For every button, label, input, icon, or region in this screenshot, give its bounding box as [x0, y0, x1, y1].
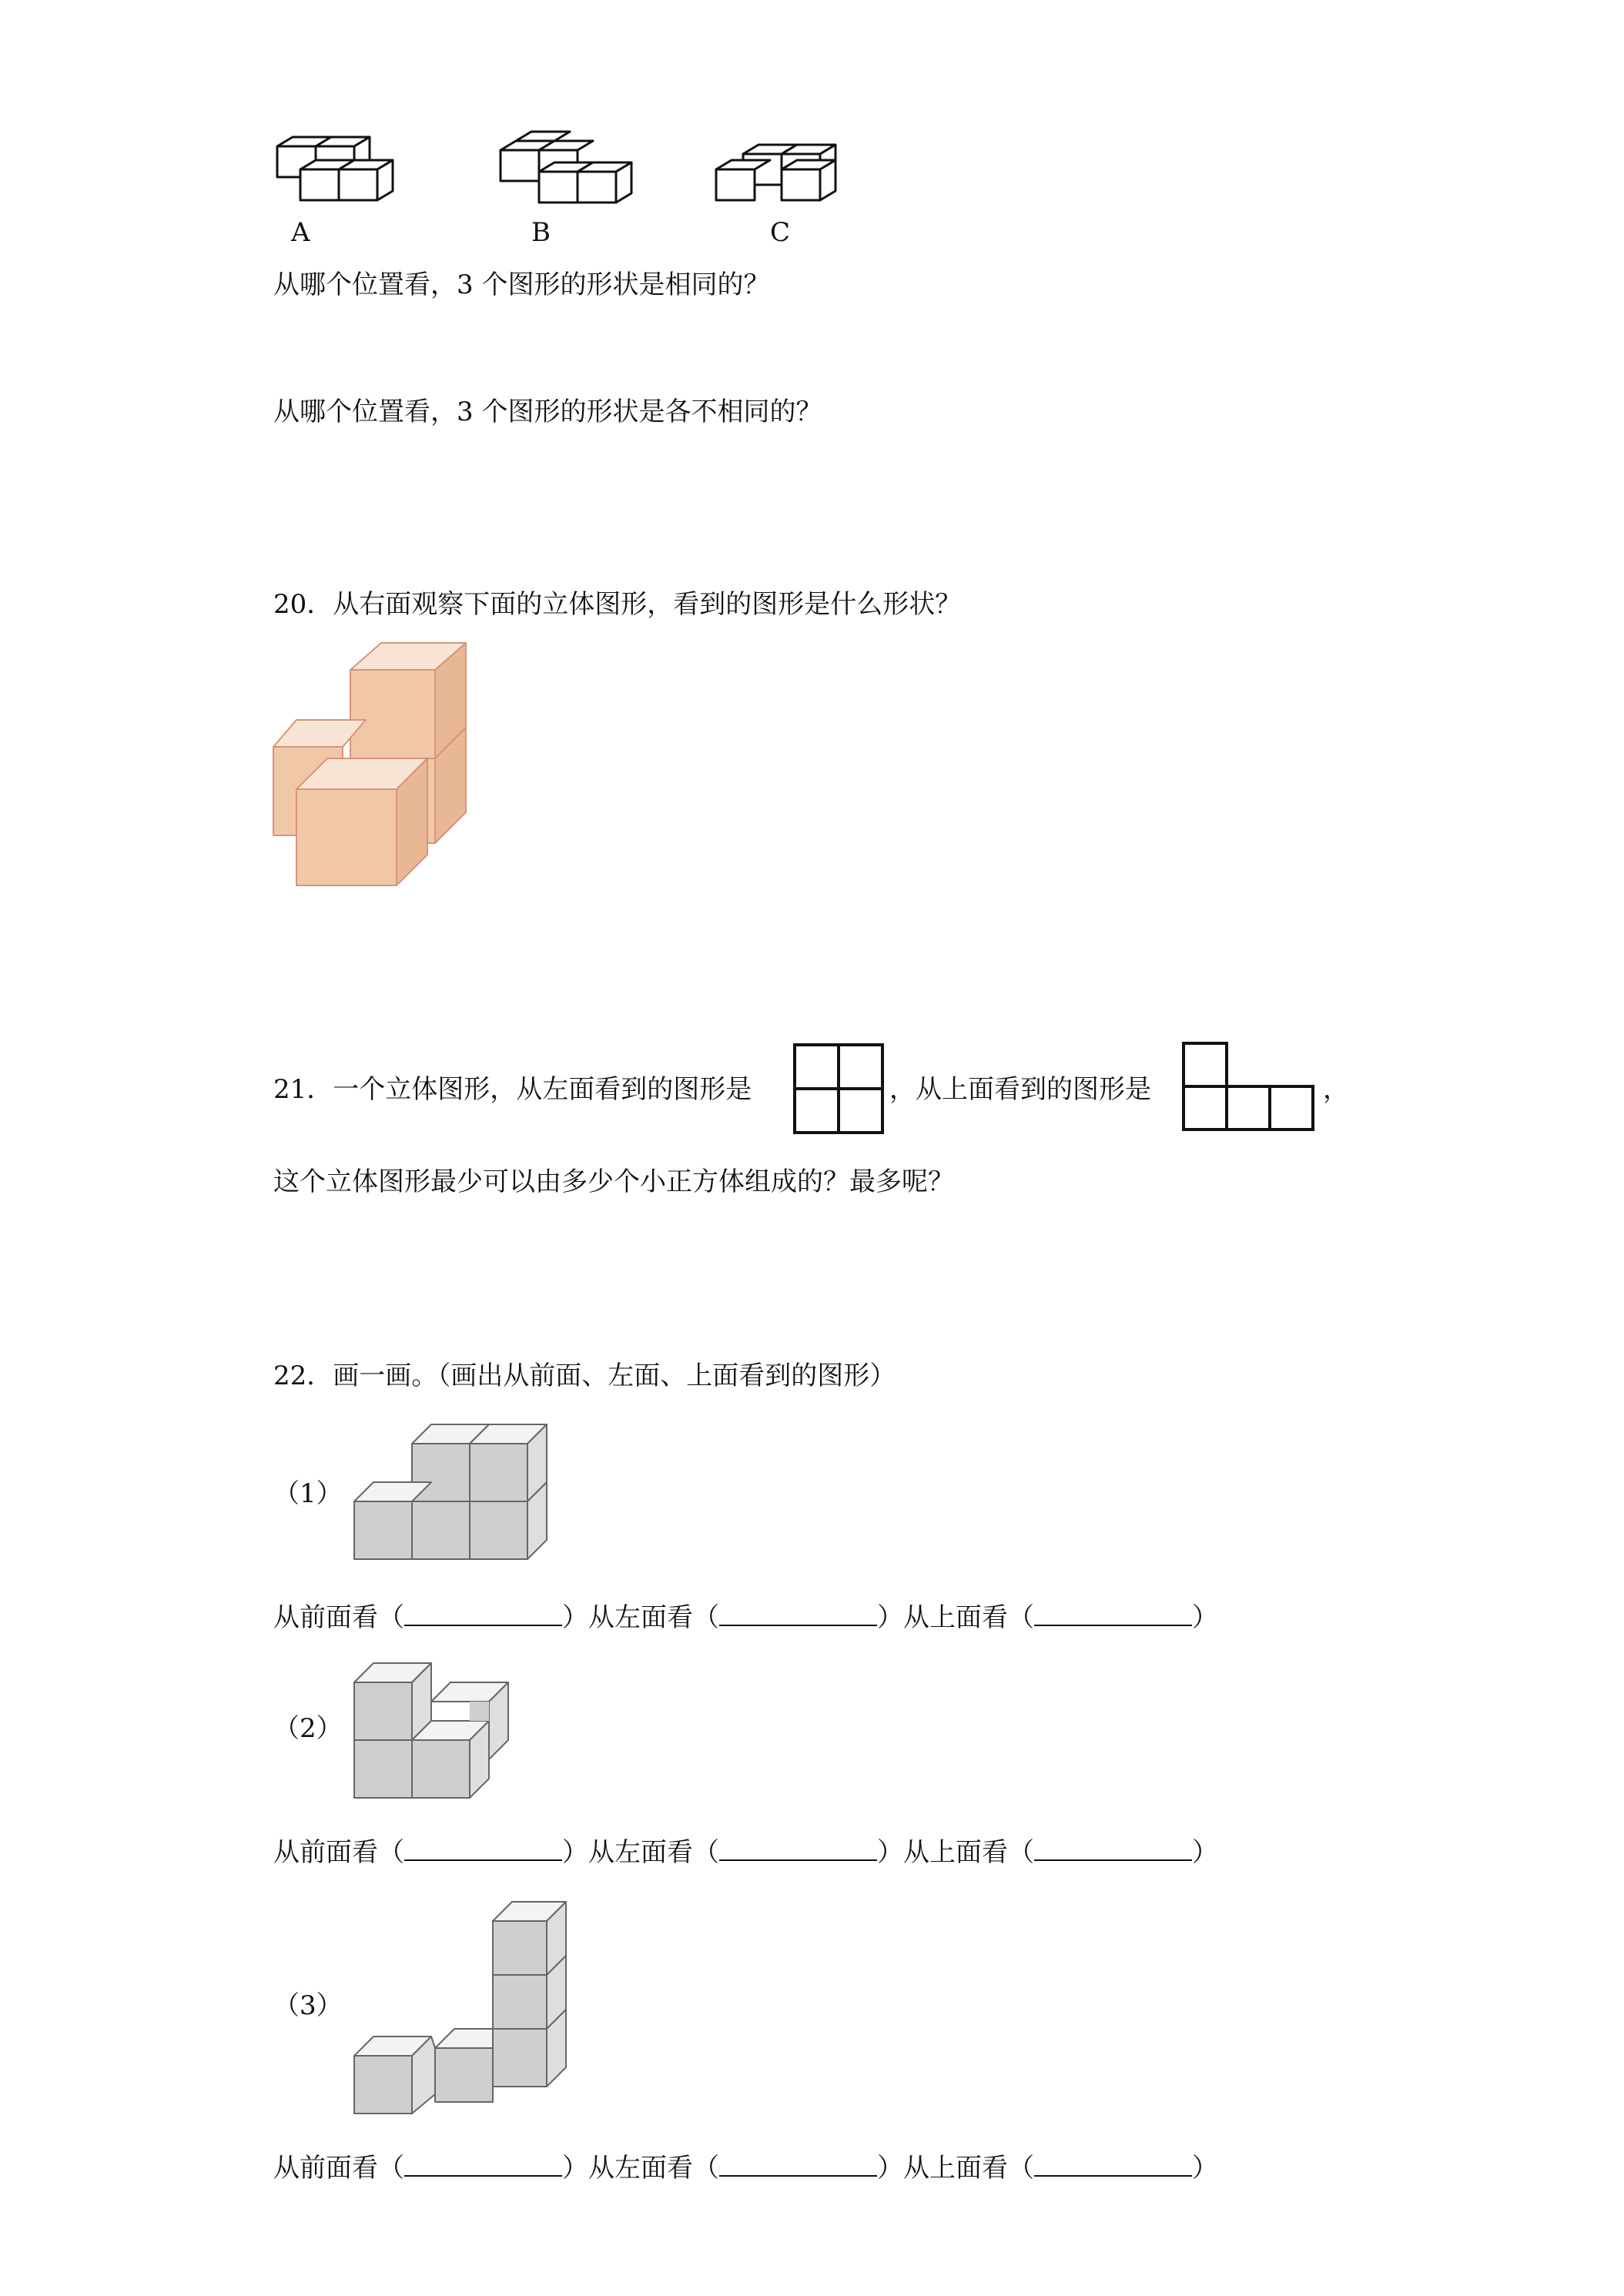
top-view-blank[interactable] — [1034, 2152, 1192, 2177]
front-view-blank[interactable] — [404, 2152, 562, 2177]
left-view-blank[interactable] — [719, 2152, 877, 2177]
q22-item1-answer-line — [273, 1602, 1218, 1633]
top-view-label: ）从上面看（ — [877, 1837, 1034, 1868]
figure-a-label: A — [291, 217, 310, 248]
q22-item1-cubes — [354, 1421, 554, 1563]
q22-item2-number: （2） — [273, 1713, 343, 1744]
left-view-blank[interactable] — [719, 1602, 877, 1626]
q22-title: 22．画一画。（画出从前面、左面、上面看到的图形） — [273, 1361, 896, 1391]
q19-question-same: 从哪个位置看，3 个图形的形状是相同的？ — [273, 269, 770, 300]
q22-item3-answer-line — [273, 2152, 1218, 2184]
q22-item3-number: （3） — [273, 1990, 343, 2021]
figure-c-label: C — [770, 217, 791, 248]
front-view-label: 从前面看（ — [273, 1837, 404, 1868]
closing-paren: ） — [1192, 1602, 1218, 1633]
q22-item2-answer-line — [273, 1836, 1218, 1868]
top-view-label: ）从上面看（ — [877, 2153, 1034, 2184]
figure-a-cubes — [270, 131, 408, 216]
q21-text-part2: ，从上面看到的图形是 — [889, 1074, 1151, 1105]
q21-text-line2: 这个立体图形最少可以由多少个小正方体组成的？最多呢？ — [273, 1166, 954, 1197]
q21-text-part1: 21．一个立体图形，从左面看到的图形是 — [273, 1074, 752, 1105]
q19-question-different: 从哪个位置看，3 个图形的形状是各不相同的？ — [273, 397, 822, 427]
top-view-blank[interactable] — [1034, 1836, 1192, 1861]
top-view-label: ）从上面看（ — [877, 1602, 1034, 1633]
q21-text-part3: ， — [1323, 1074, 1349, 1105]
left-view-blank[interactable] — [719, 1836, 877, 1861]
left-view-label: ）从左面看（ — [562, 1602, 719, 1633]
front-view-blank[interactable] — [404, 1602, 562, 1626]
closing-paren: ） — [1192, 1837, 1218, 1868]
figure-b-cubes — [493, 127, 631, 216]
top-view-blank[interactable] — [1034, 1602, 1192, 1626]
left-view-label: ）从左面看（ — [562, 1837, 719, 1868]
q20-question: 20．从右面观察下面的立体图形，看到的图形是什么形状？ — [273, 589, 962, 620]
left-view-label: ）从左面看（ — [562, 2153, 719, 2184]
front-view-blank[interactable] — [404, 1836, 562, 1861]
figure-c-cubes — [712, 139, 866, 216]
q20-cube-figure — [273, 643, 474, 889]
front-view-label: 从前面看（ — [273, 2153, 404, 2184]
q22-item3-cubes — [354, 1902, 578, 2117]
q21-top-view-grid — [1182, 1042, 1317, 1133]
q21-left-view-grid — [793, 1043, 884, 1134]
closing-paren: ） — [1192, 2153, 1218, 2184]
q22-item1-number: （1） — [273, 1478, 343, 1509]
figure-b-label: B — [531, 217, 551, 248]
q22-item2-cubes — [354, 1663, 524, 1802]
front-view-label: 从前面看（ — [273, 1602, 404, 1633]
